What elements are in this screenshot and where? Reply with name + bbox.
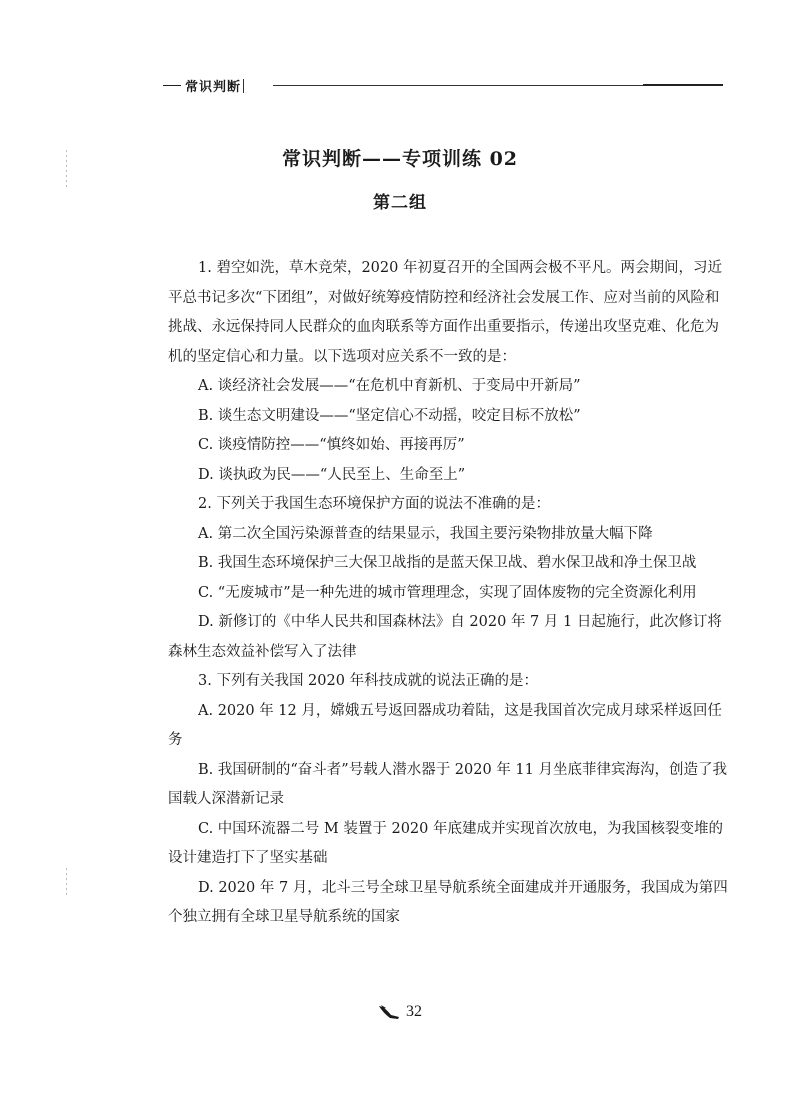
- question-3-stem: 3. 下列有关我国 2020 年科技成就的说法正确的是：: [198, 673, 539, 689]
- question-3-option-c: C. 中国环流器二号 M 装置于 2020 年底建成并实现首次放电，为我国核裂变堆的设计建造打下了坚实基础: [168, 820, 723, 866]
- question-list: [168, 254, 733, 933]
- page-number: 32: [406, 1003, 422, 1020]
- question-2-stem: 2. 下列关于我国生态环境保护方面的说法不准确的是：: [198, 496, 550, 512]
- question-2-option-c: C. “无废城市”是一种先进的城市管理理念，实现了固体废物的完全资源化利用: [198, 584, 697, 601]
- running-header: [163, 74, 723, 98]
- question-2-option-a: A. 第二次全国污染源普查的结果显示，我国主要污染物排放量大幅下降: [198, 525, 653, 542]
- question-3-option-b: B. 我国研制的“奋斗者”号载人潜水器于 2020 年 11 月坐底菲律宾海沟，创造了我国载人深潜新记录: [168, 761, 727, 807]
- group-subtitle: 第二组: [373, 193, 427, 213]
- question-3-option-d: D. 2020 年 7 月，北斗三号全球卫星导航系统全面建成并开通服务，我国成为第四个独立拥有全球卫星导航系统的国家: [168, 879, 728, 925]
- header-dash: [163, 85, 181, 86]
- bird-icon: [378, 1004, 400, 1020]
- header-rule-accent: [643, 84, 723, 86]
- question-1-option-d: D. 谈执政为民——“人民至上、生命至上”: [198, 466, 466, 483]
- page-footer: [0, 1003, 800, 1024]
- question-3-option-a: A. 2020 年 12 月，嫦娥五号返回器成功着陆，这是我国首次完成月球采样返回任务: [168, 702, 722, 748]
- page-title: 常识判断——专项训练 02: [281, 148, 519, 170]
- question-2-option-b: B. 我国生态环境保护三大保卫战指的是蓝天保卫战、碧水保卫战和净土保卫战: [198, 555, 697, 571]
- header-section-label: 常识判断: [185, 80, 242, 95]
- question-1-option-b: B. 谈生态文明建设——“坚定信心不动摇，咬定目标不放松”: [198, 407, 581, 424]
- scan-margin-mark: [66, 868, 67, 896]
- question-2-option-d: D. 新修订的《中华人民共和国森林法》自 2020 年 7 月 1 日起施行，此次修订将森林生态效益补偿写入了法律: [168, 614, 722, 660]
- question-1-stem: 1. 碧空如洗，草木竞荣，2020 年初夏召开的全国两会极不平凡。两会期间，习近平总书记多次“下团组”，对做好统筹疫情防控和经济社会发展工作、应对当前的风险和挑战、永远保持同人民群众的血肉联系等方面作出重要指示，传递出攻坚克难、化危为机的坚定信心和力量。以下选项对应关系不一致的是：: [168, 260, 722, 365]
- question-1-option-c: C. 谈疫情防控——“慎终如始、再接再厉”: [198, 437, 465, 453]
- header-separator: [243, 79, 244, 93]
- question-1-option-a: A. 谈经济社会发展——“在危机中育新机、于变局中开新局”: [198, 378, 581, 394]
